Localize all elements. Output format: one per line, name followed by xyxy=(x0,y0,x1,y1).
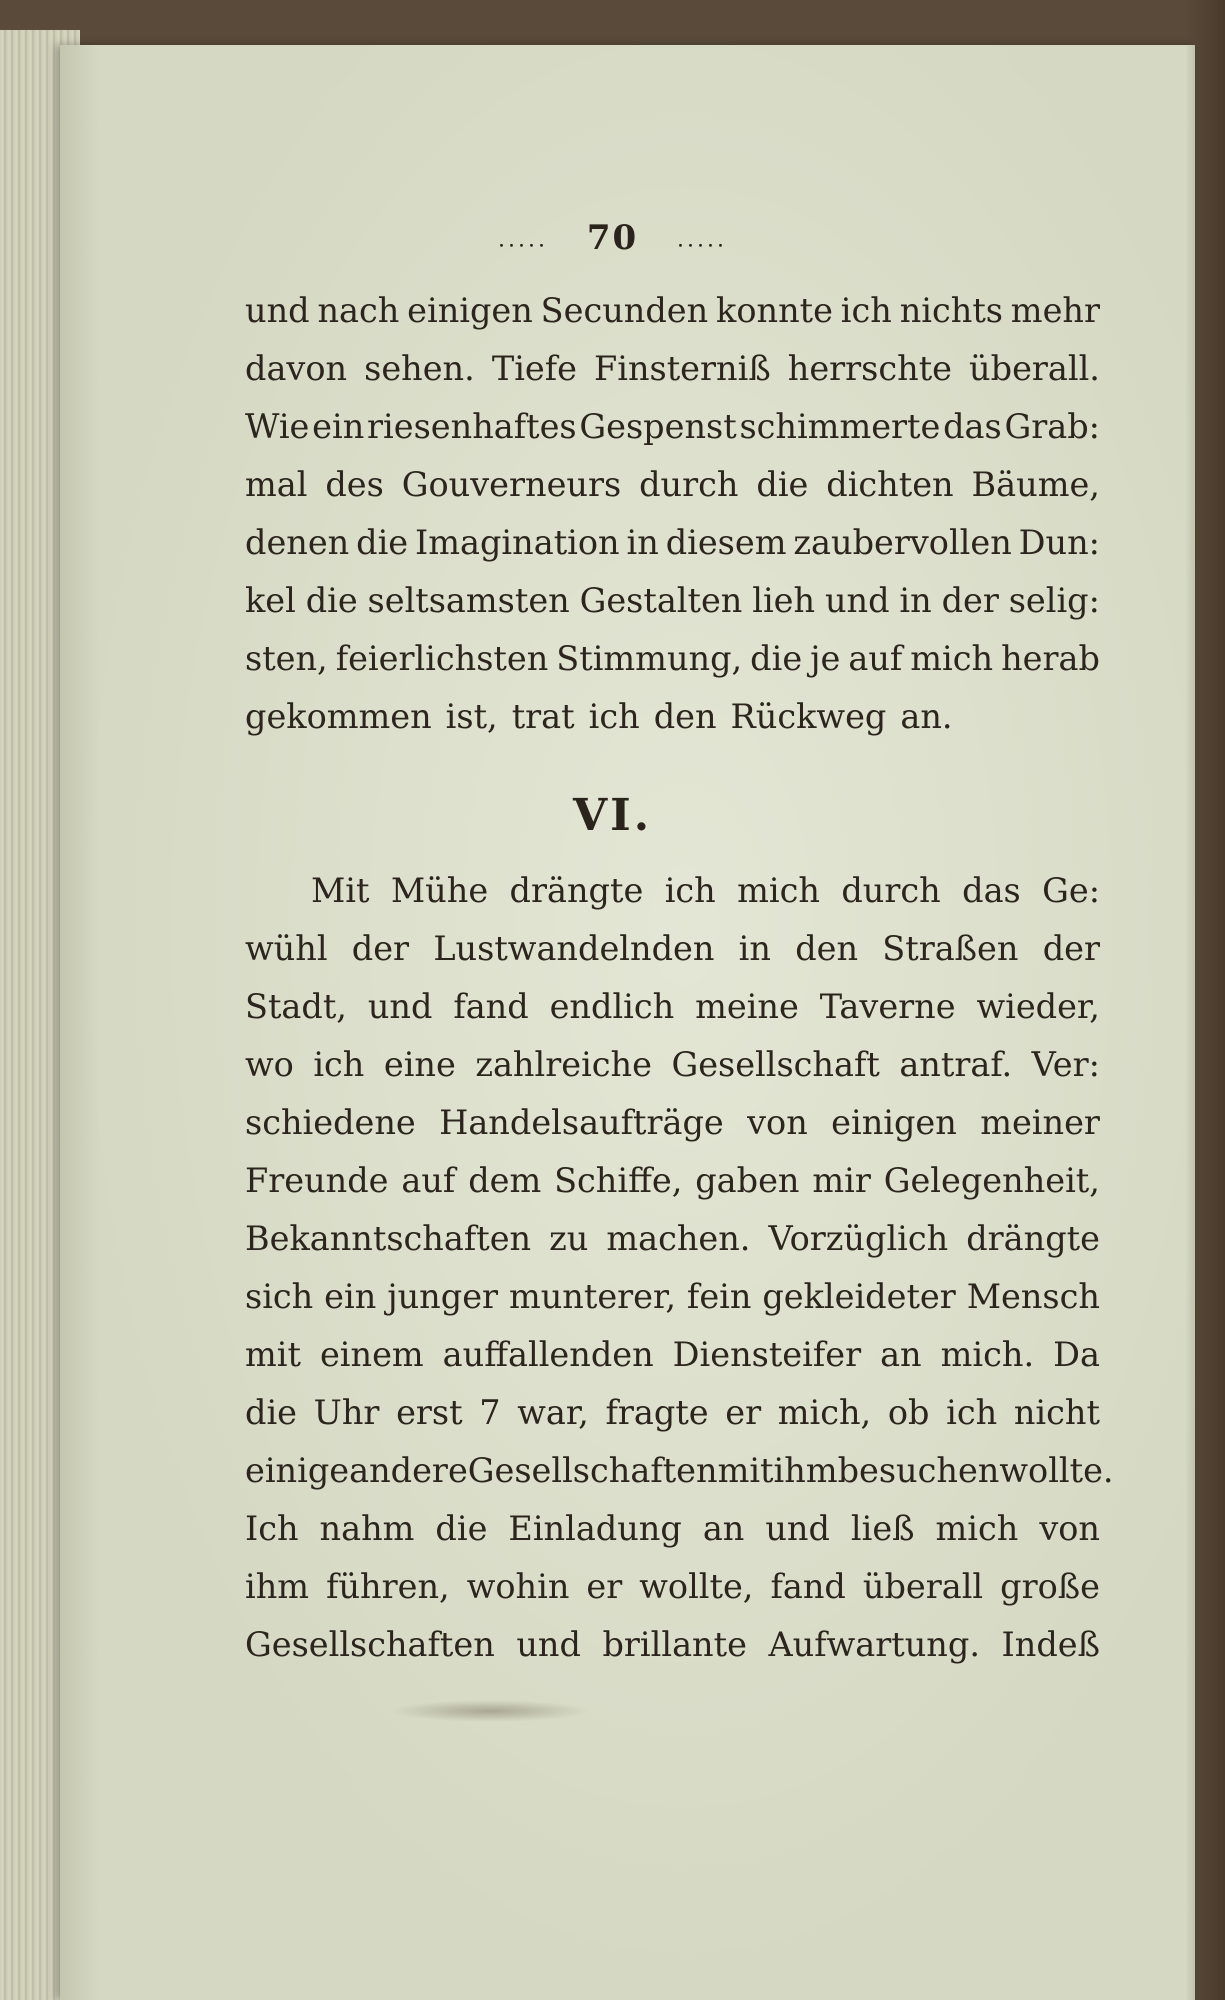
text-line: denen die Imagination in diesem zaubervollen Dun: xyxy=(245,523,1100,562)
text-line: mal des Gouverneurs durch die dichten Bäume, xyxy=(245,465,1100,504)
text-line: schiedene Handelsaufträge von einigen meiner xyxy=(245,1103,1100,1142)
text-line: Wie ein riesenhaftes Gespenst schimmerte das Grab: xyxy=(245,407,1100,446)
paragraph-1 xyxy=(245,282,1100,746)
section-heading: VI. xyxy=(572,790,653,841)
binding-shadow xyxy=(1185,0,1225,2000)
text-line: sten, feierlichsten Stimmung, die je auf mich herab xyxy=(245,639,1100,678)
header-dots-right: ..... xyxy=(676,227,727,253)
page-header xyxy=(0,218,1225,258)
text-line: Gesellschaften und brillante Aufwartung. Indeß xyxy=(245,1625,1100,1664)
text-line: davon sehen. Tiefe Finsterniß herrschte überall. xyxy=(245,349,1100,388)
text-line: mit einem auffallenden Diensteifer an mich. Da xyxy=(245,1335,1100,1374)
text-line: die Uhr erst 7 war, fragte er mich, ob ich nicht xyxy=(245,1393,1100,1432)
text-line: einige andere Gesellschaften mit ihm besuchen wollte. xyxy=(245,1451,1114,1490)
text-line: Mit Mühe drängte ich mich durch das Ge: xyxy=(311,871,1100,910)
text-line: Stadt, und fand endlich meine Taverne wieder, xyxy=(245,987,1100,1026)
text-line: wühl der Lustwandelnden in den Straßen der xyxy=(245,929,1100,968)
page-number: 70 xyxy=(586,218,639,258)
text-line: Bekanntschaften zu machen. Vorzüglich drängte xyxy=(245,1219,1100,1258)
text-line: ihm führen, wohin er wollte, fand überall große xyxy=(245,1567,1100,1606)
text-line: gekommen ist, trat ich den Rückweg an. xyxy=(245,697,953,736)
text-line: wo ich eine zahlreiche Gesellschaft antraf. Ver: xyxy=(245,1045,1100,1084)
text-line: kel die seltsamsten Gestalten lieh und in der selig: xyxy=(245,581,1100,620)
text-line: Ich nahm die Einladung an und ließ mich von xyxy=(245,1509,1100,1548)
text-line: sich ein junger munterer, fein gekleideter Mensch xyxy=(245,1277,1100,1316)
ink-smudge xyxy=(390,1700,590,1722)
header-dots-left: ..... xyxy=(498,227,549,253)
text-line: und nach einigen Secunden konnte ich nichts mehr xyxy=(245,291,1100,330)
paragraph-2 xyxy=(245,862,1114,1674)
text-line: Freunde auf dem Schiffe, gaben mir Gelegenheit, xyxy=(245,1161,1100,1200)
